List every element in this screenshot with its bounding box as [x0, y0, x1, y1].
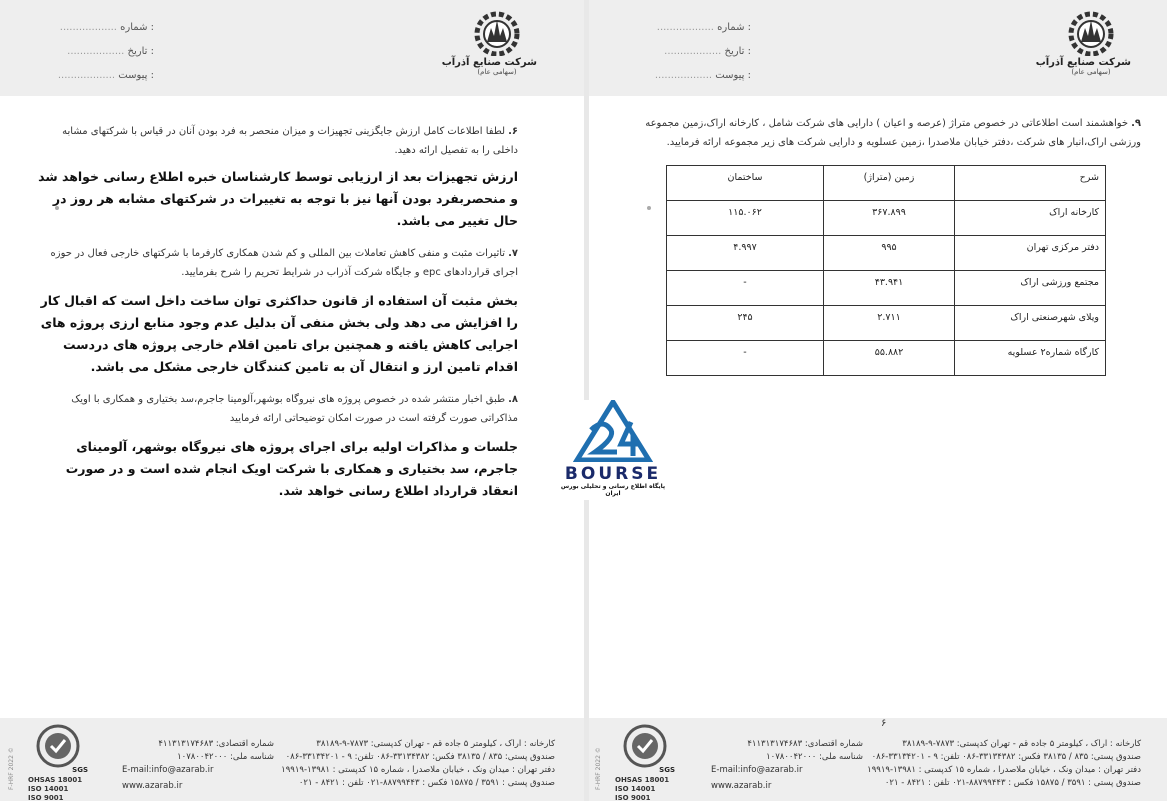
number-field: : شماره .................. — [656, 22, 751, 33]
answer-6: ارزش تجهیزات بعد از ارزیابی توسط کارشناسان خبره اطلاع رسانی خواهد شد و منحصربفرد بودن آنها نیز با توجه به تغییرات در شرکتهای مشابه هر روز در حال تغییر می باشد. — [38, 169, 518, 228]
certification-seal-icon — [623, 724, 667, 768]
table-row: مجتمع ورزشی اراک ۴۳.۹۴۱ - — [667, 271, 1106, 306]
attachment-field: : پیوست .................. — [654, 70, 751, 81]
company-type: (سهامی عام) — [477, 68, 517, 76]
form-code: F-HRF 2022 © — [8, 747, 15, 790]
company-name: شرکت صنایع آذرآب — [1035, 57, 1131, 68]
page-right — [589, 0, 1167, 801]
cert-standards: OHSAS 18001 ISO 14001 ISO 9001 — [615, 776, 670, 801]
company-type: (سهامی عام) — [1071, 68, 1111, 76]
table-row: کارخانه اراک ۳۶۷.۸۹۹ ۱۱۵.۰۶۲ — [667, 201, 1106, 236]
question-8: ۸.طبق اخبار منتشر شده در خصوص پروژه های نیروگاه بوشهر،آلومینا جاجرم،سد بختیاری و همکاری با اویک مذاکراتی صورت گرفته است در صورت امکان توضیحاتی ارائه فرمایید — [71, 394, 518, 424]
form-code: F-HRF 2022 © — [595, 747, 602, 790]
footer-addresses: کارخانه : اراک ، کیلومتر ۵ جاده قم - تهران کدپستی: ۷۸۷۳-۹-۳۸۱۸۹ صندوق پستی: ۸۳۵ / ۳۸۱۳۵ فکس: ۳۳۱۳۴۳۸۲-۰۸۶ تلفن: ۹ - ۳۳۱۳۴۲۰۱-۰۸۶ دفتر تهران : میدان ونک ، خیابان ملاصدرا ، شماره ۱۵ کدپستی : ۱۳۹۸۱-۱۹۹۱۹ صندوق پستی : ۳۵۹۱ / ۱۵۸۷۵ فکس : ۸۸۷۹۹۴۴۳-۰۲۱ تلفن : ۸۴۲۱ - ۰۲۱ — [281, 739, 555, 788]
footer-ids: شماره اقتصادی: ۴۱۱۳۱۳۱۷۴۶۸۳ شناسه ملی: ۱۰۷۸۰۰۴۲۰۰۰ E-mail:info@azarab.ir www.azarab.ir — [122, 739, 274, 791]
footer-addresses: کارخانه : اراک ، کیلومتر ۵ جاده قم - تهران کدپستی: ۷۸۷۳-۹-۳۸۱۸۹ صندوق پستی: ۸۳۵ / ۳۸۱۳۵ فکس: ۳۳۱۳۴۳۸۲-۰۸۶ تلفن: ۹ - ۳۳۱۳۴۲۰۱-۰۸۶ دفتر تهران : میدان ونک ، خیابان ملاصدرا ، شماره ۱۵ کدپستی : ۱۳۹۸۱-۱۹۹۱۹ صندوق پستی : ۳۵۹۱ / ۱۵۸۷۵ فکس : ۸۸۷۹۹۴۴۳-۰۲۱ تلفن : ۸۴۲۱ - ۰۲۱ — [867, 739, 1141, 788]
certification-block — [615, 724, 675, 801]
assets-table — [666, 165, 1106, 376]
right-content — [629, 114, 1141, 152]
left-content — [36, 122, 518, 502]
gear-flame-icon — [1061, 8, 1121, 56]
bourse-logo-icon — [573, 400, 653, 462]
header-description: شرح — [955, 166, 1106, 201]
company-logo — [1035, 8, 1131, 88]
bourse-brand: BOURSE — [564, 464, 662, 484]
question-6: ۶.لطفا اطلاعات کامل ارزش جایگزینی تجهیزات و میزان منحصر به فرد بودن آنان در قیاس با شرکتهای مشابه داخلی را به تفصیل ارائه دهید. — [62, 126, 518, 156]
attachment-field: : پیوست .................. — [57, 70, 154, 81]
footer-email: E-mail:info@azarab.ir — [711, 765, 803, 775]
sgs-badge: SGS — [72, 766, 88, 774]
page-number: ۶ — [881, 718, 887, 729]
number-field: : شماره .................. — [59, 22, 154, 33]
date-field: : تاریخ .................. — [664, 46, 751, 57]
header-land: زمین (متراژ) — [824, 166, 955, 201]
bourse-watermark — [556, 400, 670, 500]
sgs-badge: SGS — [659, 766, 675, 774]
bourse-tagline: پایگاه اطلاع رسانی و تحلیلی بورس ایران — [560, 483, 666, 497]
hole-punch-mark — [647, 206, 651, 210]
footer-email: E-mail:info@azarab.ir — [122, 765, 214, 775]
table-header-row — [667, 166, 1106, 201]
hole-punch-mark — [55, 206, 59, 210]
date-field: : تاریخ .................. — [67, 46, 154, 57]
certification-seal-icon — [36, 724, 80, 768]
letter-meta — [655, 16, 751, 88]
question-9: ۹.خواهشمند است اطلاعاتی در خصوص متراژ (عرصه و اعیان ) دارایی های شرکت شامل ، کارخانه اراک،زمین مجموعه ورزشی اراک،انبار های شرکت ،دفتر خیابان ملاصدرا ،زمین عسلویه و دارایی شرکت های زیر مجموعه ارائه فرمایید. — [645, 118, 1141, 148]
footer-website: www.azarab.ir — [122, 781, 183, 791]
header-building: ساختمان — [667, 166, 824, 201]
table-row: دفتر مرکزی تهران ۹۹۵ ۴.۹۹۷ — [667, 236, 1106, 271]
company-name: شرکت صنایع آذرآب — [441, 57, 537, 68]
letter-meta — [58, 16, 154, 88]
company-logo — [441, 8, 537, 88]
table-row: ویلای شهرصنعتی اراک ۲.۷۱۱ ۲۴۵ — [667, 306, 1106, 341]
footer-ids: شماره اقتصادی: ۴۱۱۳۱۳۱۷۴۶۸۳ شناسه ملی: ۱۰۷۸۰۰۴۲۰۰۰ E-mail:info@azarab.ir www.azarab.ir — [711, 739, 863, 791]
table-row: کارگاه شماره۲ عسلویه ۵۵.۸۸۲ - — [667, 341, 1106, 376]
answer-8: جلسات و مذاکرات اولیه برای اجرای پروژه های نیروگاه بوشهر، آلومینای جاجرم، سد بختیاری و همکاری با شرکت اویک انجام شده است و در صورت انعقاد قرارداد اطلاع رسانی خواهد شد. — [65, 439, 518, 498]
question-7: ۷.تاثیرات مثبت و منفی کاهش تعاملات بین المللی و کم شدن همکاری کارفرما با شرکتهای خارجی فعال در حوزه اجرای قراردادهای epc و جایگاه شرکت آذراب در شرایط تحریم را شرح بفرمایید. — [50, 248, 518, 278]
gear-flame-icon — [467, 8, 527, 56]
answer-7: بخش مثبت آن استفاده از قانون حداکثری توان ساخت داخل است که اقبال کار را افزایش می دهد ولی بخش منفی آن بدلیل عدم وجود منابع ارزی پروژه های اجرایی کاهش یافته و همچنین برای تامین اقلام خارجی پروژه های دردست اقدام تامین ارز و انتقال آن به تامین کنندگان خارجی مشکل می باشد. — [40, 293, 518, 374]
cert-standards: OHSAS 18001 ISO 14001 ISO 9001 — [28, 776, 83, 801]
footer-website: www.azarab.ir — [711, 781, 772, 791]
certification-block — [28, 724, 88, 801]
